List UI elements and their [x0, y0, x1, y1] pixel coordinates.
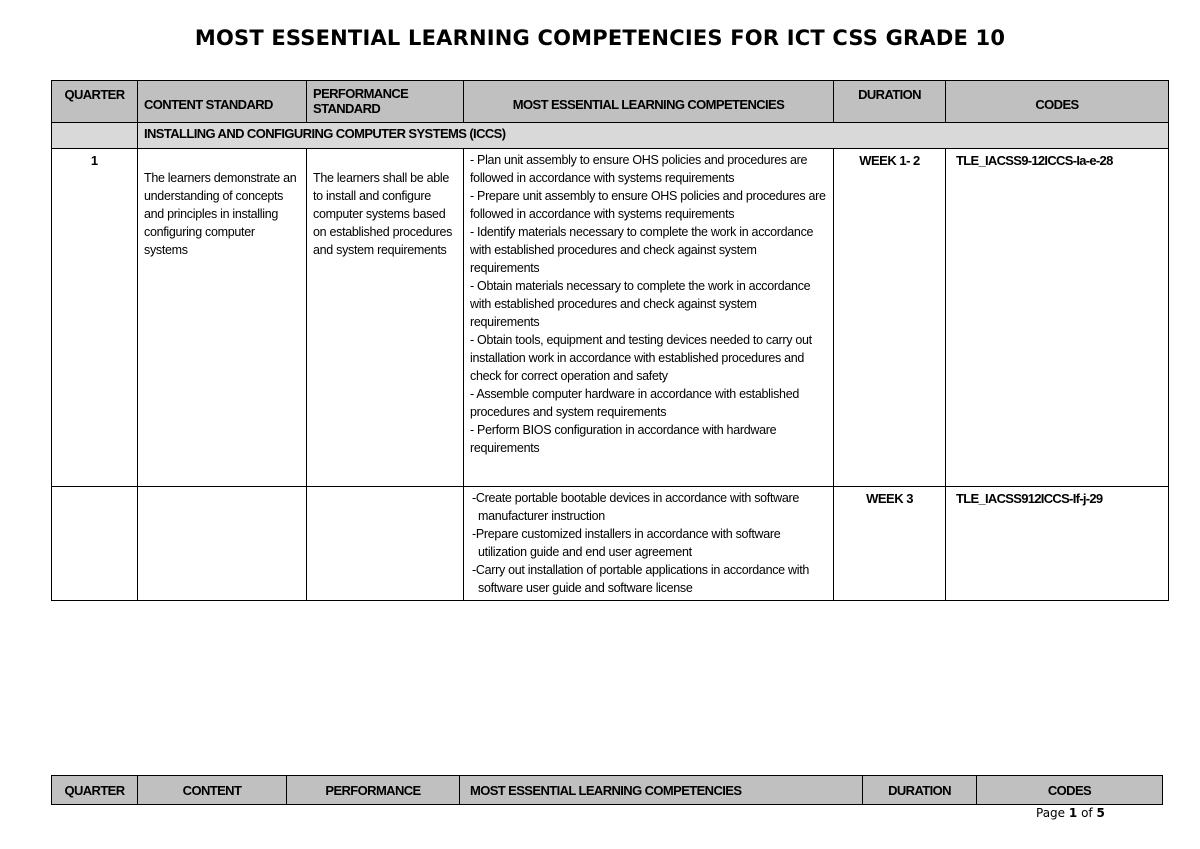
competency-item: -Carry out installation of portable applications in accordance with software user guide and software license	[472, 563, 810, 595]
duration-cell: WEEK 3	[834, 487, 946, 601]
competency-item: - Perform BIOS configuration in accordance with hardware requirements	[470, 423, 777, 455]
competency-item: - Obtain materials necessary to complete the work in accordance with established procedures and check against system requirements	[470, 279, 811, 329]
table-row	[52, 149, 1169, 487]
footer-header-duration: DURATION	[863, 776, 977, 805]
footer-header-quarter: QUARTER	[52, 776, 138, 805]
footer-header-content: CONTENT	[138, 776, 287, 805]
table-header-row	[52, 81, 1169, 123]
competencies-cell	[464, 149, 834, 487]
section-row	[52, 123, 1169, 149]
quarter-cell	[52, 487, 138, 601]
page-number	[1036, 806, 1105, 820]
quarter-cell: 1	[52, 149, 138, 487]
repeated-header-table	[51, 775, 1163, 805]
competency-item: -Create portable bootable devices in accordance with software manufacturer instruction	[472, 491, 800, 523]
competency-item: - Prepare unit assembly to ensure OHS policies and procedures are followed in accordance with systems requirements	[470, 189, 826, 221]
footer-header-codes: CODES	[977, 776, 1163, 805]
competency-item: - Assemble computer hardware in accordance with established procedures and system requirements	[470, 387, 800, 419]
page-of: of	[1081, 806, 1093, 820]
header-competencies: MOST ESSENTIAL LEARNING COMPETENCIES	[464, 81, 834, 123]
competency-item: - Obtain tools, equipment and testing devices needed to carry out installation work in accordance with established procedures and check for correct operation and safety	[470, 333, 812, 383]
footer-header-competencies: MOST ESSENTIAL LEARNING COMPETENCIES	[460, 776, 863, 805]
section-spacer	[52, 123, 138, 149]
header-quarter: QUARTER	[52, 81, 138, 123]
content-standard-cell	[138, 487, 307, 601]
competency-item: -Prepare customized installers in accordance with software utilization guide and end user agreement	[472, 527, 781, 559]
code-cell: TLE_IACSS9-12ICCS-Ia-e-28	[946, 149, 1169, 487]
header-codes: CODES	[946, 81, 1169, 123]
code-cell: TLE_IACSS912ICCS-If-j-29	[946, 487, 1169, 601]
section-title: INSTALLING AND CONFIGURING COMPUTER SYSTEMS (ICCS)	[138, 123, 1169, 149]
performance-standard-cell: The learners shall be able to install and configure computer systems based on established procedures and system requirements	[307, 149, 464, 487]
competency-item: - Plan unit assembly to ensure OHS policies and procedures are followed in accordance with systems requirements	[470, 153, 808, 185]
footer-header-performance: PERFORMANCE	[287, 776, 460, 805]
competency-item: - Identify materials necessary to complete the work in accordance with established procedures and check against system requirements	[470, 225, 814, 275]
duration-cell: WEEK 1- 2	[834, 149, 946, 487]
content-standard-cell: The learners demonstrate an understanding of concepts and principles in installing configuring computer systems	[138, 149, 307, 487]
page-current: 1	[1068, 806, 1078, 820]
header-duration: DURATION	[834, 81, 946, 123]
page-prefix: Page	[1036, 806, 1066, 820]
performance-standard-cell	[307, 487, 464, 601]
competencies-table	[51, 80, 1169, 601]
competencies-cell	[464, 487, 834, 601]
table-row	[52, 487, 1169, 601]
document-title: MOST ESSENTIAL LEARNING COMPETENCIES FOR ICT CSS GRADE 10	[194, 26, 1006, 50]
page-total: 5	[1096, 806, 1105, 820]
header-performance-standard: PERFORMANCE STANDARD	[307, 81, 464, 123]
repeated-header-row	[52, 776, 1163, 805]
header-content-standard: CONTENT STANDARD	[138, 81, 307, 123]
